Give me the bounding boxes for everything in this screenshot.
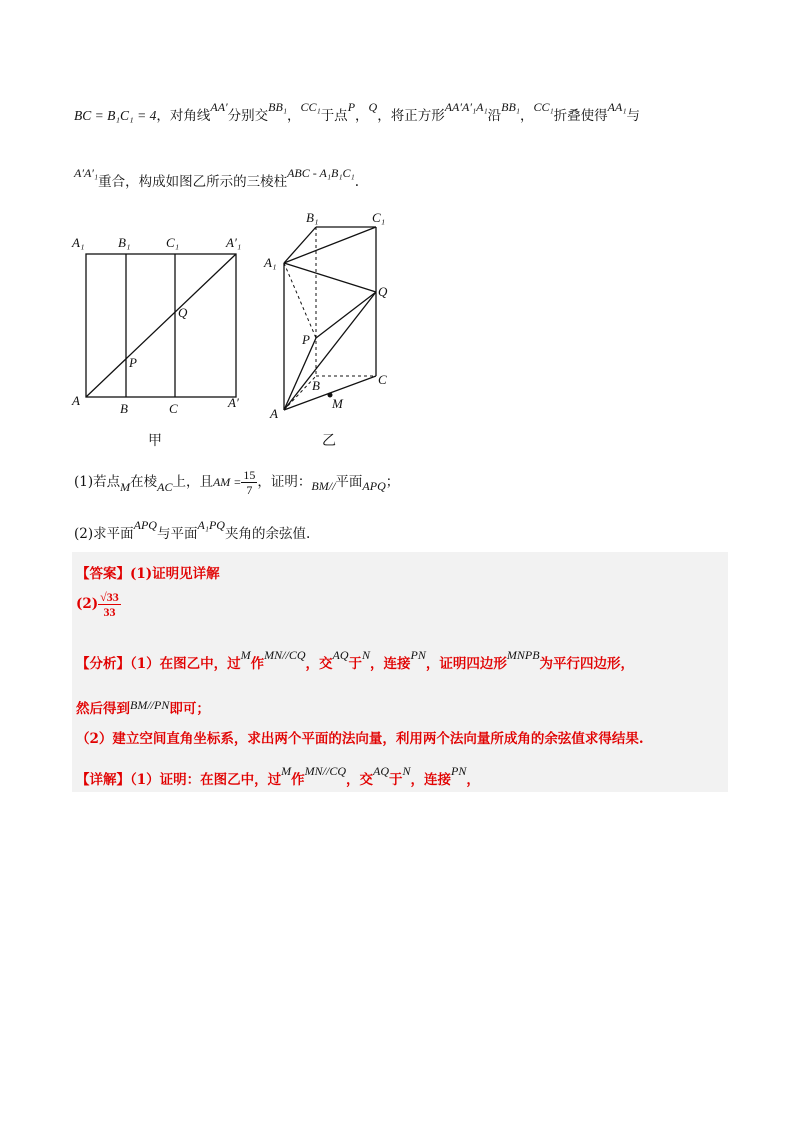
fraction-sqrt33-33: $\frac{√33}{33}$ bbox=[100, 590, 119, 619]
condition-formula: BC = B₁C₁ = 4 bbox=[74, 108, 157, 123]
label-Q: Q bbox=[178, 305, 188, 320]
question-1: (1)若点M在棱AC上，且AM = $\frac{15}{7}$ ，证明：BM//平面APQ； bbox=[74, 468, 400, 497]
figure-jia bbox=[60, 225, 260, 425]
analysis-line-1: 【分析】（1）在图乙中，过M作MN//CQ，交AQ于N，连接PN，证明四边形MNPB为平行四边形， bbox=[76, 648, 635, 672]
answer-line: 【答案】(1)证明见详解 bbox=[76, 566, 220, 582]
figure-jia-caption: 甲 bbox=[148, 433, 162, 449]
question-2: (2)求平面APQ与平面A₁PQ夹角的余弦值. bbox=[74, 518, 311, 542]
analysis-label: 【分析】 bbox=[76, 656, 130, 672]
fraction-15-7: $\frac{15}{7}$ bbox=[243, 468, 256, 497]
label-B1: B₁ bbox=[118, 235, 131, 250]
yi-label-C1: C₁ bbox=[372, 210, 386, 225]
answer-part-2: (2) $\frac{√33}{33}$ bbox=[76, 590, 119, 619]
figure-yi bbox=[260, 200, 400, 430]
problem-line-1: BC = B₁C₁ = 4，对角线AA′分别交BB₁，CC₁于点P，Q，将正方形AA′A′₁A₁沿BB₁，CC₁折叠使得AA₁与 bbox=[74, 100, 640, 124]
label-C1: C₁ bbox=[166, 235, 180, 250]
label-Ap1: A′₁ bbox=[226, 235, 242, 250]
label-B: B bbox=[120, 401, 128, 416]
label-P: P bbox=[129, 355, 137, 370]
analysis-line-2: 然后得到BM//PN即可； bbox=[76, 698, 210, 717]
figure-yi-caption: 乙 bbox=[322, 433, 336, 449]
yi-label-B: B bbox=[312, 378, 320, 393]
label-C: C bbox=[169, 401, 178, 416]
yi-label-A: A bbox=[270, 406, 278, 421]
problem-line-2: A′A′₁重合，构成如图乙所示的三棱柱ABC - A₁B₁C₁. bbox=[74, 166, 360, 190]
yi-label-P: P bbox=[302, 332, 310, 347]
answer-label: 【答案】 bbox=[76, 566, 130, 582]
answer-panel bbox=[72, 552, 728, 792]
yi-label-C: C bbox=[378, 372, 387, 387]
detail-line: 【详解】（1）证明：在图乙中，过M作MN//CQ，交AQ于N，连接PN， bbox=[76, 764, 480, 788]
label-A1: A₁ bbox=[72, 235, 85, 250]
analysis-line-3: （2）建立空间直角坐标系，求出两个平面的法向量，利用两个法向量所成角的余弦值求得结果. bbox=[76, 731, 644, 747]
label-Ap: A′ bbox=[228, 395, 239, 410]
yi-label-A1: A₁ bbox=[264, 255, 277, 270]
yi-label-Q: Q bbox=[378, 284, 388, 299]
yi-label-M: M bbox=[332, 396, 343, 411]
detail-label: 【详解】 bbox=[76, 772, 130, 788]
yi-label-B1: B₁ bbox=[306, 210, 319, 225]
label-A: A bbox=[72, 393, 80, 408]
